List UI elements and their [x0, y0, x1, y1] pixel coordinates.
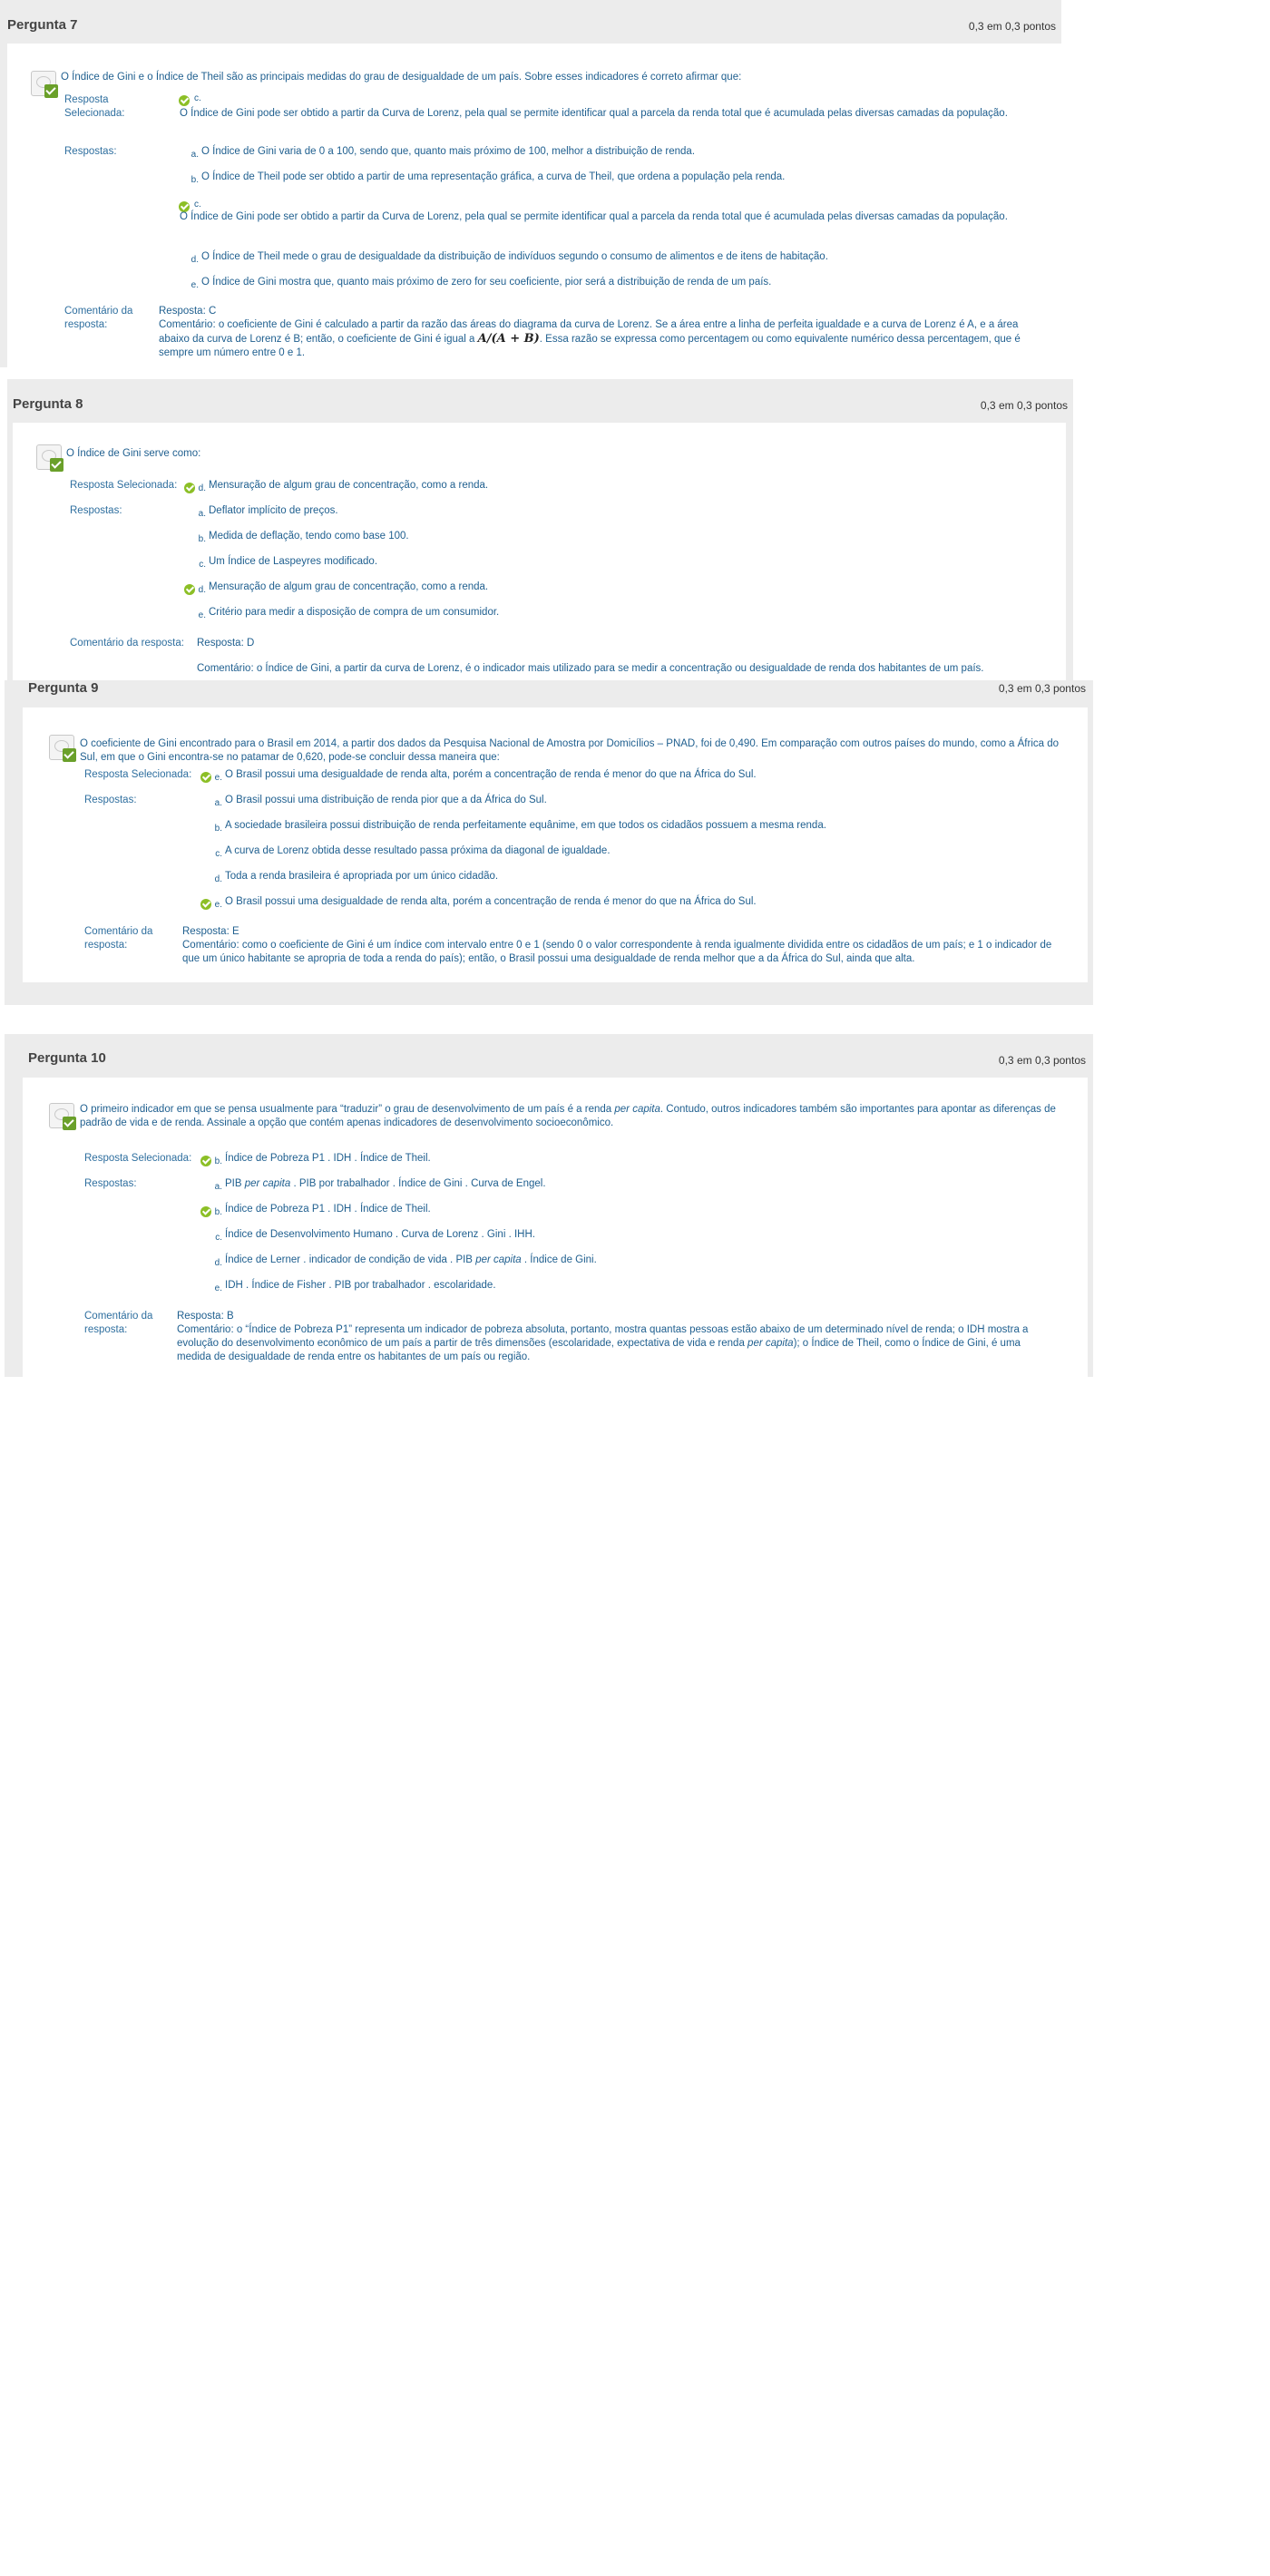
option-d[interactable]: d. Toda a renda brasileira é apropriada por um único cidadão.: [214, 871, 499, 884]
question-7-panel: [0, 0, 1061, 367]
option-d[interactable]: d. Mensuração de algum grau de concentração, como a renda.: [198, 581, 489, 595]
option-a[interactable]: a. O Índice de Gini varia de 0 a 100, sendo que, quanto mais próximo de 100, melhor a distribuição de renda.: [190, 146, 696, 160]
answers-label: Respostas:: [84, 795, 137, 805]
comment-text: Comentário: o Índice de Gini, a partir da curva de Lorenz, é o indicador mais utilizado para se medir a concentração ou desigualdade de renda dos habitantes de um país.: [197, 663, 984, 674]
question-10-text: O primeiro indicador em que se pensa usualmente para “traduzir” o grau de desenvolvimento de um país é a renda per capita. Contudo, outros indicadores também são importantes para apontar as diferenças de padrão de vida e de renda. Assinale a opção que contém apenas indicadores de desenvolvimento socioeconômico.: [80, 1104, 1056, 1128]
question-10-panel: [5, 1034, 1093, 1377]
selected-answer-label: Resposta Selecionada:: [84, 1153, 192, 1164]
comment-label: Comentário da resposta:: [84, 1311, 153, 1335]
question-8-title: Pergunta 8: [13, 396, 83, 412]
comment-text: Comentário: o coeficiente de Gini é calculado a partir da razão das áreas do diagrama da curva de Lorenz. Se a área entre a linha de perfeita igualdade e a curva de Lorenz é A, e a área abaixo da curva de Lorenz é B; então, o coeficiente de Gini é igual a A/(A + B). Essa razão se expressa como percentagem ou como equivalente numérico dessa percentagem, que é sempre um número entre 0 e 1.: [159, 319, 1021, 358]
question-10-header: [5, 1034, 1093, 1078]
option-c[interactable]: c. Índice de Desenvolvimento Humano . Curva de Lorenz . Gini . IHH.: [215, 1229, 535, 1243]
question-10-body: [23, 1078, 1088, 1377]
option-b[interactable]: b. O Índice de Theil pode ser obtido a partir de uma representação gráfica, a curva de Theil, que ordena a população pela renda.: [190, 171, 786, 185]
question-9-panel: [5, 680, 1093, 1005]
question-9-points: 0,3 em 0,3 pontos: [998, 682, 1086, 695]
option-c[interactable]: O Índice de Gini pode ser obtido a partir da Curva de Lorenz, pela qual se permite identificar qual a parcela da renda total que é acumulada pelas diversas camadas da população.: [180, 211, 1008, 222]
selected-answer: b. Índice de Pobreza P1 . IDH . Índice de Theil.: [214, 1153, 431, 1166]
comment-answer: Resposta: B: [177, 1311, 234, 1322]
question-9-body: [23, 707, 1088, 982]
question-7-points: 0,3 em 0,3 pontos: [968, 20, 1056, 33]
selected-answer-letter: c.: [194, 93, 201, 103]
option-e[interactable]: e. O Brasil possui uma desigualdade de renda alta, porém a concentração de renda é menor do que na África do Sul.: [214, 896, 757, 910]
option-c[interactable]: c. A curva de Lorenz obtida desse resultado passa próxima da diagonal de igualdade.: [215, 845, 611, 859]
question-8-header: [7, 379, 1073, 423]
check-icon: [179, 95, 190, 106]
question-10-points: 0,3 em 0,3 pontos: [998, 1054, 1086, 1067]
option-b[interactable]: b. Índice de Pobreza P1 . IDH . Índice de Theil.: [214, 1204, 431, 1217]
option-a[interactable]: a. Deflator implícito de preços.: [198, 505, 338, 519]
option-b[interactable]: b. Medida de deflação, tendo como base 100.: [198, 531, 409, 544]
selected-answer-label: Resposta Selecionada:: [64, 94, 125, 119]
option-e[interactable]: e. IDH . Índice de Fisher . PIB por trabalhador . escolaridade.: [214, 1280, 496, 1293]
correct-answer-icon: [31, 71, 56, 96]
question-8-body: [13, 423, 1066, 688]
question-7-header: [0, 0, 1061, 44]
selected-answer-text: O Índice de Gini pode ser obtido a partir da Curva de Lorenz, pela qual se permite identificar qual a parcela da renda total que é acumulada pelas diversas camadas da população.: [180, 108, 1008, 119]
question-8-points: 0,3 em 0,3 pontos: [980, 399, 1068, 412]
option-a[interactable]: a. PIB per capita . PIB por trabalhador . Índice de Gini . Curva de Engel.: [214, 1178, 546, 1192]
question-10-title: Pergunta 10: [28, 1050, 106, 1066]
answers-label: Respostas:: [64, 146, 117, 157]
selected-answer: e. O Brasil possui uma desigualdade de renda alta, porém a concentração de renda é menor do que na África do Sul.: [214, 769, 757, 783]
question-9-text: O coeficiente de Gini encontrado para o Brasil em 2014, a partir dos dados da Pesquisa Nacional de Amostra por Domicílios – PNAD, foi de 0,490. Em comparação com outros países do mundo, como a África do Sul, em que o Gini encontra-se no patamar de 0,620, pode-se concluir dessa maneira que:: [80, 738, 1060, 763]
option-e[interactable]: e. Critério para medir a disposição de compra de um consumidor.: [198, 607, 500, 620]
option-c[interactable]: c. Um Índice de Laspeyres modificado.: [199, 556, 378, 570]
comment-label: Comentário da resposta:: [64, 306, 133, 330]
comment-text: Comentário: como o coeficiente de Gini é um índice com intervalo entre 0 e 1 (sendo 0 o valor correspondente à renda igualmente dividida entre os cidadãos de um país; e 1 o indicador de que um único habitante se apropria de toda a renda do país); então, o Brasil possui uma desigualdade de renda melhor que a da África do Sul, ainda que alta.: [182, 940, 1052, 964]
selected-answer-label: Resposta Selecionada:: [70, 480, 178, 491]
comment-label: Comentário da resposta:: [70, 638, 184, 649]
answers-label: Respostas:: [84, 1178, 137, 1189]
question-8-panel: [7, 379, 1073, 688]
correct-answer-icon: [49, 1103, 74, 1128]
option-c-letter: c.: [194, 200, 201, 210]
question-7-title: Pergunta 7: [7, 17, 78, 33]
option-b[interactable]: b. A sociedade brasileira possui distribuição de renda perfeitamente equânime, em que todos os cidadãos possuem a mesma renda.: [214, 820, 826, 834]
question-9-title: Pergunta 9: [28, 680, 99, 696]
question-8-text: O Índice de Gini serve como:: [66, 448, 201, 459]
correct-answer-icon: [49, 735, 74, 760]
question-9-header: [5, 680, 1093, 707]
comment-answer: Resposta: D: [197, 638, 255, 649]
comment-label: Comentário da resposta:: [84, 926, 153, 951]
option-a[interactable]: a. O Brasil possui uma distribuição de renda pior que a da África do Sul.: [214, 795, 547, 808]
option-e[interactable]: e. O Índice de Gini mostra que, quanto mais próximo de zero for seu coeficiente, pior será a distribuição de renda de um país.: [190, 277, 772, 290]
comment-answer: Resposta: C: [159, 306, 217, 317]
selected-answer: d. Mensuração de algum grau de concentração, como a renda.: [198, 480, 489, 493]
gini-formula: A/(A + B): [477, 332, 540, 346]
selected-answer-label: Resposta Selecionada:: [84, 769, 192, 780]
option-d[interactable]: d. Índice de Lerner . indicador de condição de vida . PIB per capita . Índice de Gini.: [214, 1254, 597, 1268]
question-7-text: O Índice de Gini e o Índice de Theil são as principais medidas do grau de desigualdade de um país. Sobre esses indicadores é correto afirmar que:: [61, 72, 742, 83]
comment-text: Comentário: o “Índice de Pobreza P1” representa um indicador de pobreza absoluta, portanto, mostra quantas pessoas estão abaixo de um determinado nível de renda; o IDH mostra a evolução do desenvolvimento econômico de um país a partir de três dimensões (escolaridade, expectativa de vida e renda per capita); o Índice de Theil, como o Índice de Gini, é uma medida de desigualdade de renda entre os habitantes de um país ou região.: [177, 1324, 1029, 1362]
comment-answer: Resposta: E: [182, 926, 239, 937]
correct-answer-icon: [36, 444, 62, 470]
option-d[interactable]: d. O Índice de Theil mede o grau de desigualdade da distribuição de indivíduos segundo o consumo de alimentos e de itens de habitação.: [190, 251, 828, 265]
answers-label: Respostas:: [70, 505, 122, 516]
question-7-body: [7, 44, 1061, 367]
